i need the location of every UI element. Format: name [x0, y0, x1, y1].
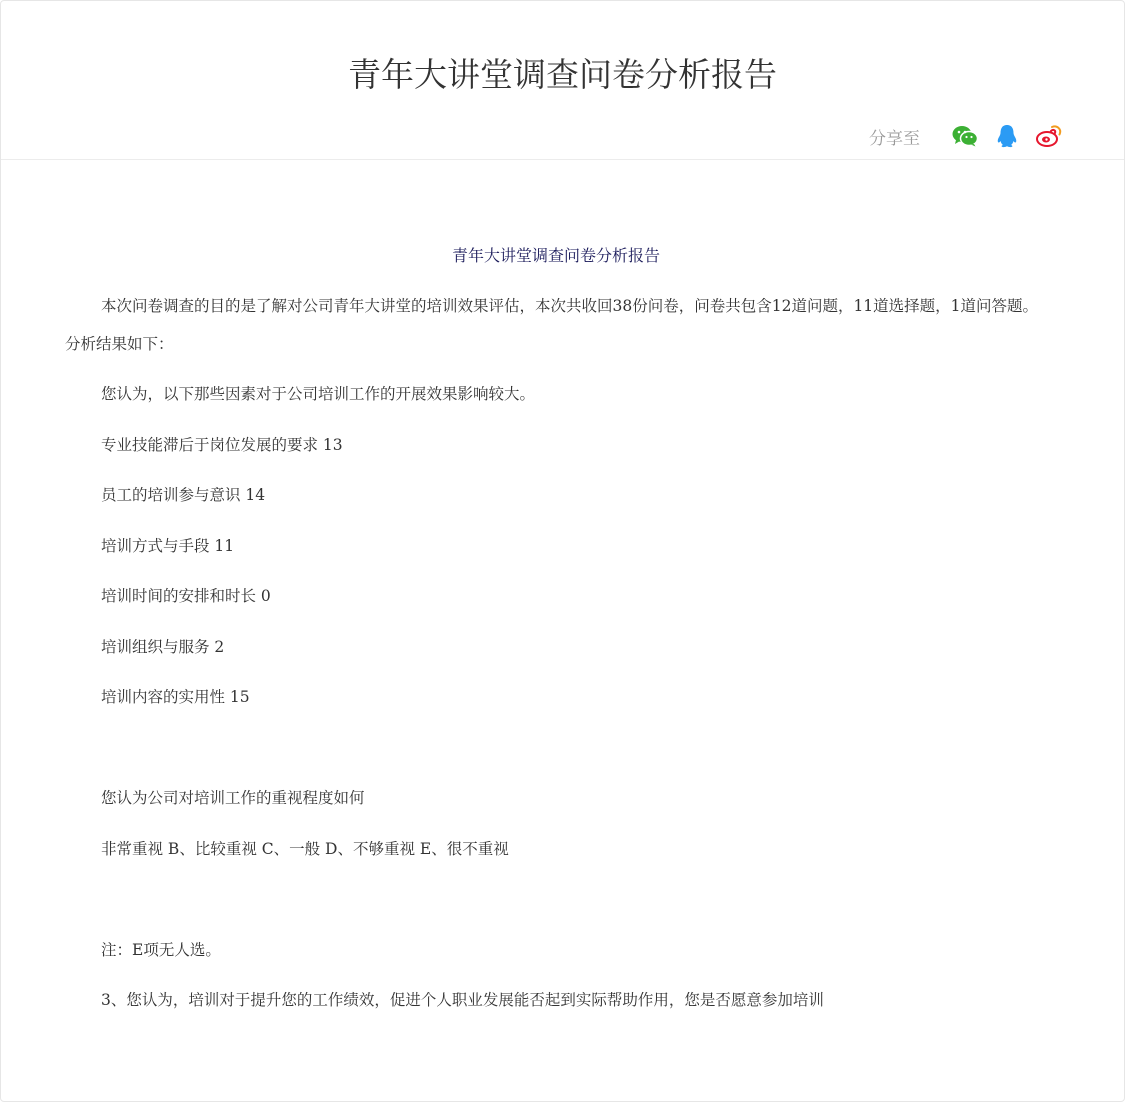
- q1-option: 员工的培训参与意识 14: [101, 486, 266, 504]
- q2-note: 注：E项无人选。: [101, 940, 221, 959]
- q2-question: 您认为公司对培训工作的重视程度如何: [101, 789, 365, 807]
- share-bar: [869, 122, 1062, 150]
- q3-question: 3、您认为，培训对于提升您的工作绩效，促进个人职业发展能否起到实际帮助作用，您是否愿意参加培训: [101, 991, 824, 1009]
- share-wechat-button[interactable]: [952, 123, 978, 149]
- q2-options: 非常重视 B、比较重视 C、一般 D、不够重视 E、很不重视: [101, 839, 509, 858]
- q1-option: 培训组织与服务 2: [101, 637, 225, 656]
- q1-option: 专业技能滞后于岗位发展的要求 13: [101, 435, 343, 454]
- intro-paragraph: 本次问卷调查的目的是了解对公司青年大讲堂的培训效果评估，本次共收回38份问卷，问卷共包含12道问题，11道选择题，1道问答题。分析结果如下：: [65, 297, 1039, 353]
- wechat-icon: [952, 125, 978, 147]
- share-weibo-button[interactable]: [1036, 123, 1062, 149]
- q1-option: 培训内容的实用性 15: [101, 688, 250, 706]
- weibo-icon: [1036, 125, 1062, 147]
- article-header: [1, 1, 1124, 160]
- article-body: [65, 231, 1047, 1026]
- spacer: [65, 874, 1047, 925]
- page-title: 青年大讲堂调查问卷分析报告: [348, 55, 777, 94]
- q1-option: 培训时间的安排和时长 0: [101, 587, 271, 605]
- article-title: 青年大讲堂调查问卷分析报告: [451, 246, 660, 265]
- q1-question: 您认为，以下那些因素对于公司培训工作的开展效果影响较大。: [101, 385, 536, 403]
- q1-option: 培训方式与手段 11: [101, 536, 235, 555]
- qq-icon: [996, 124, 1018, 148]
- spacer: [65, 723, 1047, 774]
- share-qq-button[interactable]: [994, 123, 1020, 149]
- share-label: 分享至: [869, 128, 920, 149]
